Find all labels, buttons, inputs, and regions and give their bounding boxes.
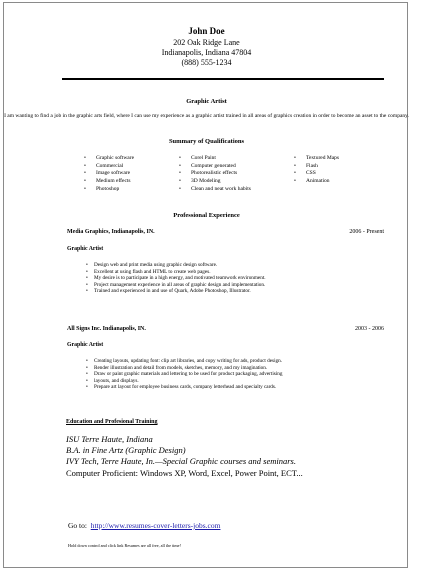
summary-heading: Summary of Qualifications: [168, 138, 245, 145]
goto-label: Go to:: [68, 521, 87, 530]
job-title: Graphic Artist: [67, 246, 104, 252]
duty-item: • Creating layouts, updating font: clip art libraries, and copy writing for ads, product design.: [86, 358, 282, 365]
education-training: [66, 456, 296, 466]
skill-item: • Clean and neat work habits: [179, 186, 251, 194]
computer-skills: Computer Proficient: Windows XP, Word, Excel, Power Point, ECT...: [66, 468, 303, 478]
duty-item: • My desire is to participate in a high energy, and motivated teamwork environment.: [86, 275, 266, 282]
skill-item: • Corel Paint: [179, 155, 251, 163]
education-heading: Education and Profesional Training: [66, 419, 158, 425]
duty-item: • Render illustration and detail from models, sketches, memory, and my imagination.: [86, 365, 282, 372]
skill-item: • Flash: [294, 163, 339, 171]
education-degree: B.A. in Fine Artz (Graphic Design): [66, 445, 186, 455]
job-duties: [86, 262, 266, 295]
resume-page: [3, 2, 408, 568]
duty-item: • Excellent at using flash and HTML to create web pages.: [86, 269, 266, 276]
duty-item: • Trained and experienced in and use of Quark, Adobe Photoshop, Illustrator.: [86, 288, 266, 295]
skills-column-1: [84, 155, 134, 194]
objective-title: Graphic Artist: [186, 98, 227, 105]
experience-heading: Professional Experience: [173, 212, 240, 219]
skill-item: • Animation: [294, 178, 339, 186]
resume-name: John Doe: [188, 26, 225, 36]
duty-item: • Prepare art layout for employee business cards, company letterhead and specialty cards.: [86, 384, 282, 391]
job-title: Graphic Artist: [67, 342, 104, 348]
address-line-1: 202 Oak Ridge Lane: [173, 38, 240, 47]
job-company: All Signs Inc. Indianapolis, IN.: [67, 326, 146, 332]
duty-item: • Design web and print media using graphic design software.: [86, 262, 266, 269]
skills-column-2: [179, 155, 251, 194]
job-dates: 2006 - Present: [349, 229, 384, 235]
skill-item: • 3D Modeling: [179, 178, 251, 186]
training-text: IVY Tech, Terre Haute, In.—Special Graphic courses and seminars.: [66, 456, 296, 466]
resume-site-link[interactable]: http://www.resumes-cover-letters-jobs.com: [90, 521, 221, 530]
phone-number: (888) 555-1234: [181, 58, 232, 67]
skill-item: • Medium effects: [84, 178, 134, 186]
duty-item: • layouts, and displays.: [86, 378, 282, 385]
header-divider: [62, 78, 384, 80]
job-duties: [86, 358, 282, 391]
footer-note: Hold down control and click link Resumes are all free, all the time!: [68, 543, 181, 548]
job-dates: 2003 - 2006: [355, 326, 384, 332]
skill-item: • Photorealistic effects: [179, 170, 251, 178]
skill-item: • Computer generated: [179, 163, 251, 171]
skill-item: • CSS: [294, 170, 339, 178]
skill-item: • Graphic software: [84, 155, 134, 163]
skill-item: • Image software: [84, 170, 134, 178]
skill-item: • Textured Maps: [294, 155, 339, 163]
goto-line: [68, 521, 220, 530]
objective-text: I am wanting to find a job in the graphic arts field, where I can use my experience as a graphic artist trained in all areas of graphics creation in order to become an asset to the company.: [4, 113, 409, 119]
duty-item: • Project management experience in all areas of graphic design and implementation.: [86, 282, 266, 289]
duty-item: • Draw or paint graphic materials and lettering to be used for product packaging, advertising: [86, 371, 282, 378]
job-company: Media Graphics, Indianapolis, IN.: [67, 229, 155, 235]
education-school: ISU Terre Haute, Indiana: [66, 434, 153, 444]
skill-item: • Commercial: [84, 163, 134, 171]
skills-column-3: [294, 155, 339, 186]
address-line-2: Indianapolis, Indiana 47804: [161, 48, 252, 57]
skill-item: • Photoshop: [84, 186, 134, 194]
